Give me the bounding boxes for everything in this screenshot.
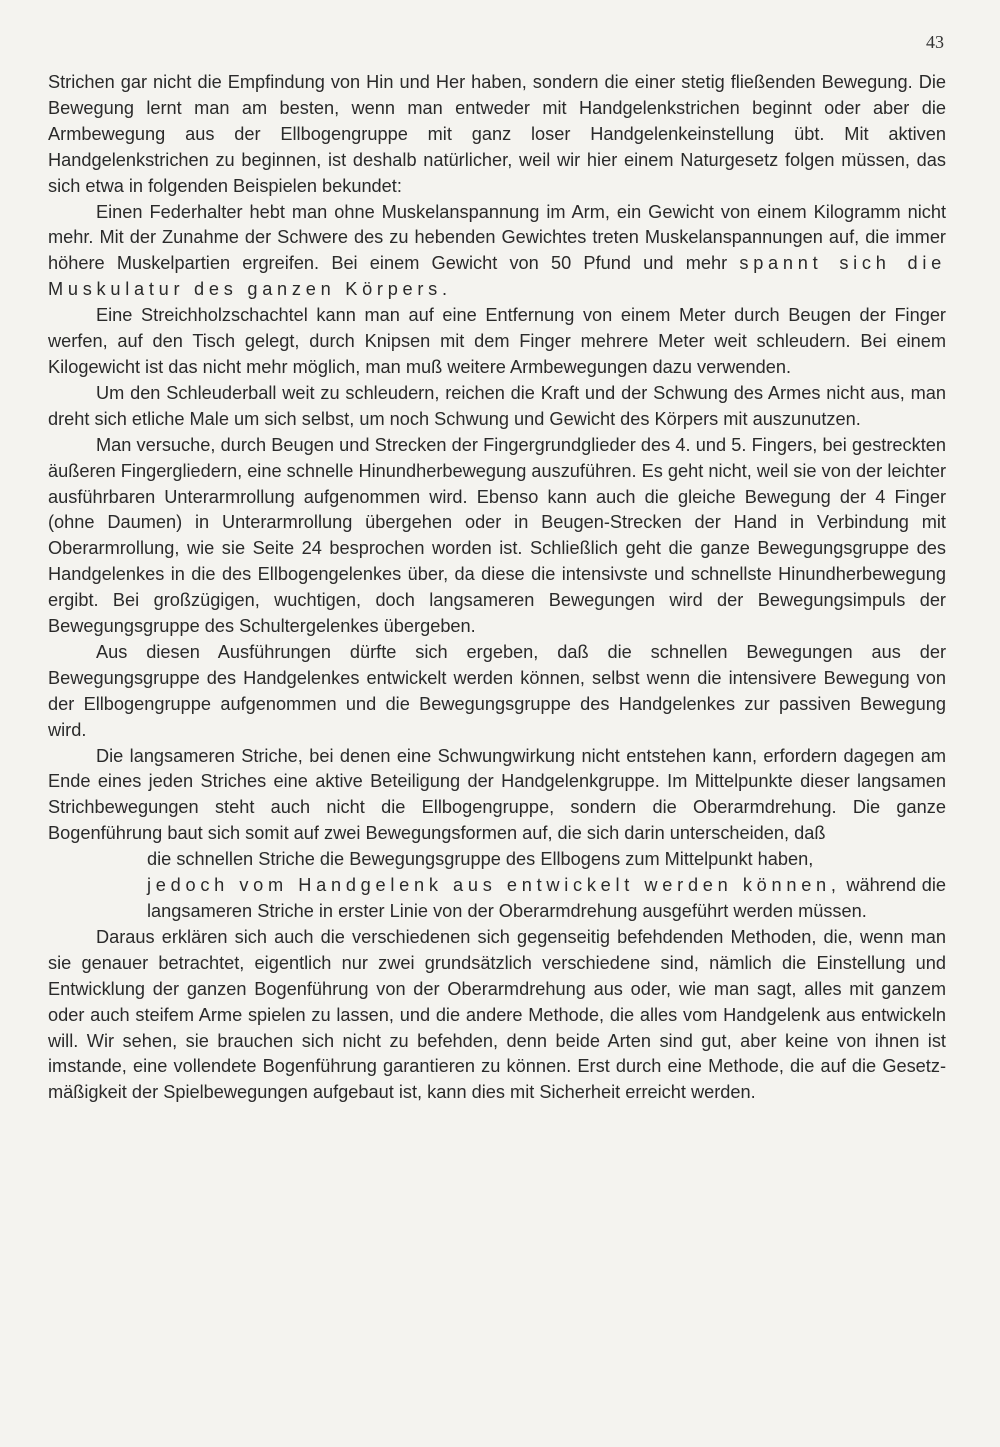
paragraph-continuation: Strichen gar nicht die Empfindung von Hin und Her haben, sondern die einer stetig fließenden Bewegung. Die Bewegung lernt man am besten, wenn man entweder mit Handgelenkstrichen beginnt oder aber die Armbewegung aus der Ellbogengruppe mit ganz loser Handgelenkeinstellung übt. Mit aktiven Handgelenkstrichen zu beginnen, ist deshalb natürlicher, weil wir hier einem Naturgesetz folgen müssen, das sich etwa in folgenden Beispielen bekundet: xyxy=(48,72,946,196)
body-text xyxy=(48,70,946,1106)
statement-text: die schnellen Striche die Bewegungsgruppe des Ellbogens zum Mittelpunkt haben, xyxy=(147,849,814,870)
paragraph-text: Einen Federhalter hebt man ohne Muskelanspannung im Arm, ein Gewicht von einem Kilogramm nicht mehr. Mit der Zunahme der Schwere des zu hebenden Gewichtes treten Muskelanspannungen auf, die immer höhere Muskelpartien ergreifen. Bei einem Gewicht von 50 Pfund und mehr xyxy=(48,201,946,274)
paragraph-finger-exercise: Man versuche, durch Beugen und Strecken der Fingergrundglieder des 4. und 5. Fingers, bei gestreckten äußeren Fingergliedern, eine schnelle Hinundherbewegung auszuführen. Es geht nicht, weil sie von der leichter ausführbaren Unterarmrollung aufgenommen wird. Ebenso kann auch die gleiche Bewegung der 4 Finger (ohne Daumen) in Unterarmrollung übergehen oder in Beugen-Strecken der Hand in Verbindung mit Oberarmrollung, wie sie Seite 24 besprochen worden ist. Schließlich geht die ganze Bewegungsgruppe des Handgelenkes in die des Ellbogengelenkes über, da diese die intensivste und schnellste Hinundherbewegung ergibt. Bei großzügigen, wuchtigen, doch langsameren Bewegungen wird der Bewegungsimpuls der Bewegungsgruppe des Schultergelenkes übergeben. xyxy=(48,434,946,637)
paragraph-matchbox: Eine Streichholzschachtel kann man auf eine Entfernung von einem Meter durch Beugen der Finger werfen, auf den Tisch gelegt, durch Knipsen mit dem Finger mehrere Meter weit schleudern. Bei einem Kilogewicht ist das nicht mehr möglich, man muß weitere Armbewegungen dazu verwenden. xyxy=(48,305,946,377)
paragraph-methods: Daraus erklären sich auch die verschiedenen sich gegenseitig befehdenden Methoden, die, wenn man sie genauer betrachtet, eigentlich nur zwei grundsätzlich verschiedene sind, nämlich die Einstellung und Entwicklung der ganzen Bogenführung von der Oberarmdrehung aus oder, wie man sagt, alles mit ganzem oder auch steifem Arme spielen zu lassen, und die andere Methode, die alles vom Handgelenk aus entwickeln will. Wir sehen, sie brauchen sich nicht zu befehden, denn beide Arten sind gut, aber keine von ihnen ist imstande, eine vollendete Bogenführung garantieren zu können. Erst durch eine Methode, die auf die Gesetzmäßigkeit der Spielbewegungen aufgebaut ist, kann dies mit Sicherheit erreicht werden. xyxy=(48,926,946,1103)
paragraph-conclusion: Aus diesen Ausführungen dürfte sich ergeben, daß die schnellen Bewegungen aus der Bewegungsgruppe des Handgelenkes entwickelt werden können, selbst wenn die intensivere Bewegung von der Ellbogengruppe aufgenommen und die Bewegungsgruppe des Handgelenkes zur passiven Bewegung wird. xyxy=(48,641,946,740)
page-number: 43 xyxy=(926,32,944,52)
paragraph-weights xyxy=(48,200,946,304)
indented-statement xyxy=(48,847,946,925)
statement-text: während die langsameren Striche in erster Linie von der Oberarmdrehung ausgeführt werden müssen. xyxy=(147,875,946,921)
emphasized-text: spannt sich die Muskulatur des ganzen Körpers. xyxy=(48,253,946,300)
emphasized-text: jedoch vom Handgelenk aus entwickelt werden können, xyxy=(147,875,841,896)
paragraph-slow-strokes: Die langsameren Striche, bei denen eine Schwungwirkung nicht entstehen kann, erfordern dagegen am Ende eines jeden Striches eine aktive Beteiligung der Handgelenkgruppe. Im Mittelpunkte dieser langsamen Strichbewegungen steht auch nicht die Ellbogengruppe, sondern die Oberarmdrehung. Die ganze Bogenführung baut sich somit auf zwei Bewegungsformen auf, die sich darin unterscheiden, daß xyxy=(48,745,946,844)
paragraph-slingball: Um den Schleuderball weit zu schleudern, reichen die Kraft und der Schwung des Armes nicht aus, man dreht sich etliche Male um sich selbst, um noch Schwung und Gewicht des Körpers mit auszunutzen. xyxy=(48,382,946,429)
